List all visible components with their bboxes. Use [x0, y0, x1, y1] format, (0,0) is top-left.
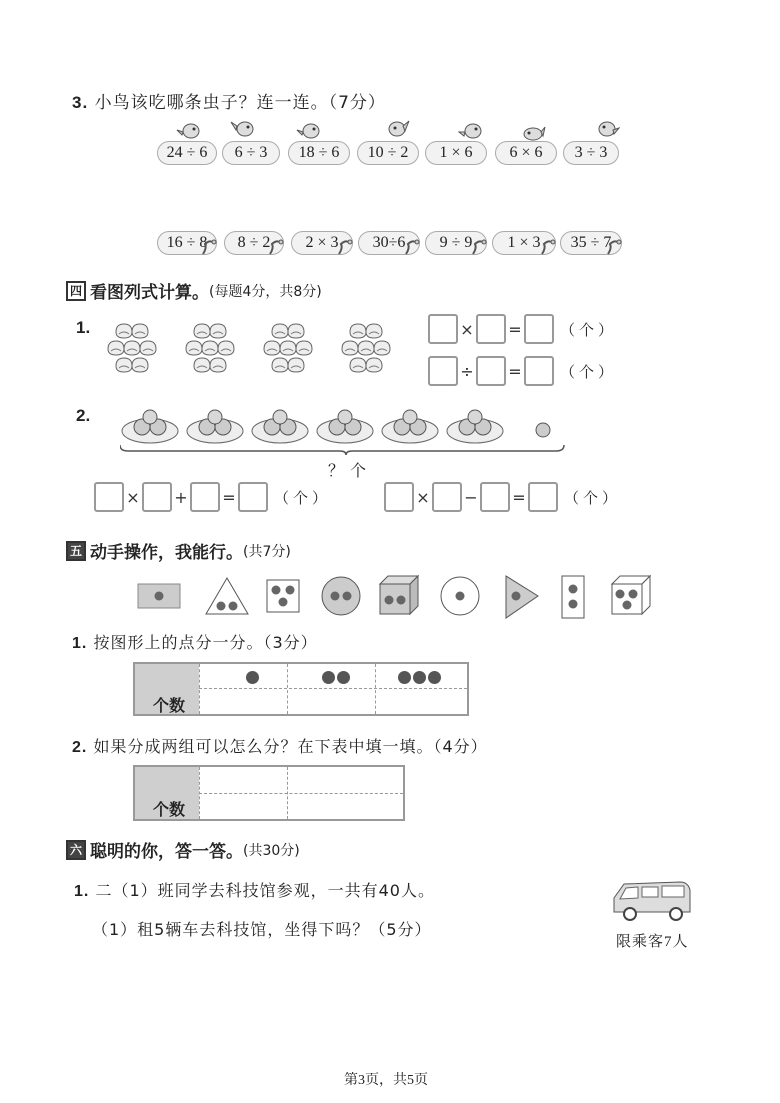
- answer-box[interactable]: [528, 482, 558, 512]
- worm-icon: [268, 238, 284, 256]
- worm-pill[interactable]: 16 ÷ 8: [157, 231, 217, 255]
- bird-pill[interactable]: 1 × 6: [425, 141, 487, 165]
- section-score: (每题4分，共8分): [209, 283, 322, 300]
- operator: =: [222, 487, 236, 507]
- section-6-heading: [66, 837, 300, 862]
- unit-label: （个）: [560, 362, 618, 381]
- section-5-heading: [66, 538, 291, 563]
- equation-row-1: [428, 314, 617, 344]
- answer-box[interactable]: [238, 482, 268, 512]
- section-badge: 四: [66, 281, 86, 301]
- bird-icon: [296, 120, 322, 142]
- operator: =: [512, 487, 526, 507]
- shape-triangle: [206, 578, 248, 614]
- answer-box[interactable]: [94, 482, 124, 512]
- section-title: 动手操作，我能行。: [90, 543, 243, 563]
- section-4-heading: [66, 278, 322, 303]
- worm-icon: [471, 238, 487, 256]
- bird-icon: [594, 118, 620, 140]
- answer-box[interactable]: [524, 314, 554, 344]
- operator: ×: [126, 487, 140, 507]
- section-6-q1-text: [74, 878, 435, 901]
- worm-pill[interactable]: 8 ÷ 2: [224, 231, 284, 255]
- shape-square: [267, 580, 299, 612]
- count-cell[interactable]: [377, 690, 467, 712]
- row-label: 个数: [153, 800, 186, 819]
- worm-pill[interactable]: 1 × 3: [492, 231, 556, 255]
- question-number: 1.: [72, 635, 88, 652]
- answer-box[interactable]: [428, 356, 458, 386]
- worm-icon: [404, 238, 420, 256]
- section-badge: 五: [66, 541, 86, 561]
- section-5-q1-title: [72, 630, 318, 653]
- apple-plates-image: [120, 405, 570, 455]
- operator: −: [464, 487, 478, 507]
- equation-row-2: [428, 356, 617, 386]
- answer-box[interactable]: [432, 482, 462, 512]
- operator: ×: [416, 487, 430, 507]
- count-cell[interactable]: [289, 795, 403, 817]
- shape-rectangle: [138, 584, 180, 608]
- worm-icon: [337, 238, 353, 256]
- page-number: 第3页，共5页: [344, 1073, 428, 1088]
- bird-pill[interactable]: 3 ÷ 3: [563, 141, 619, 165]
- shape-circle: [441, 577, 479, 615]
- dot-group-1: [245, 669, 260, 688]
- operator: ÷: [460, 361, 474, 381]
- brace-label: ？个: [328, 461, 373, 480]
- shape-circle: [322, 577, 360, 615]
- peach-groups-image: [102, 318, 402, 386]
- section-badge: 六: [66, 840, 86, 860]
- worm-pill[interactable]: 30÷6: [358, 231, 420, 255]
- worm-icon: [201, 238, 217, 256]
- operator: =: [508, 361, 522, 381]
- answer-box[interactable]: [476, 356, 506, 386]
- operator: =: [508, 319, 522, 339]
- worm-icon: [540, 238, 556, 256]
- unit-label: （个）: [274, 488, 332, 507]
- operator: ×: [460, 319, 474, 339]
- section-score: (共7分): [243, 543, 291, 560]
- count-cell[interactable]: [289, 690, 373, 712]
- question-number: 1.: [76, 318, 91, 337]
- worm-pill[interactable]: 9 ÷ 9: [425, 231, 487, 255]
- section-title: 看图列式计算。: [90, 283, 209, 303]
- answer-box[interactable]: [428, 314, 458, 344]
- bird-pill[interactable]: 6 × 6: [495, 141, 557, 165]
- operator: +: [174, 487, 188, 507]
- section-title: 聪明的你，答一答。: [90, 842, 243, 862]
- answer-box[interactable]: [190, 482, 220, 512]
- answer-box[interactable]: [142, 482, 172, 512]
- bird-pill[interactable]: 24 ÷ 6: [157, 141, 217, 165]
- answer-box[interactable]: [524, 356, 554, 386]
- bird-icon: [384, 118, 410, 140]
- shape-rectangle: [562, 576, 584, 618]
- shape-cube: [380, 576, 418, 614]
- worm-icon: [606, 238, 622, 256]
- shape-cube: [612, 576, 650, 614]
- answer-box[interactable]: [480, 482, 510, 512]
- shape-triangle: [506, 576, 538, 618]
- answer-box[interactable]: [476, 314, 506, 344]
- bird-pill[interactable]: 10 ÷ 2: [357, 141, 419, 165]
- bird-icon: [520, 122, 546, 144]
- section-score: (共30分): [243, 842, 300, 859]
- group-cell[interactable]: [201, 769, 285, 791]
- question-number: 2.: [72, 739, 88, 756]
- worm-pill[interactable]: 35 ÷ 7: [560, 231, 622, 255]
- count-cell[interactable]: [201, 795, 285, 817]
- question-number: 2.: [76, 406, 91, 425]
- count-cell[interactable]: [201, 690, 285, 712]
- question-number: 1.: [74, 883, 90, 900]
- answer-box[interactable]: [384, 482, 414, 512]
- van-caption: 限乘客7人: [616, 934, 689, 950]
- question-text: 小鸟该吃哪条虫子？连一连。（7分）: [94, 93, 386, 113]
- section-6-q1-sub1: （1）租5辆车去科技馆，坐得下吗？（5分）: [92, 920, 432, 939]
- question-text: 如果分成两组可以怎么分？在下表中填一填。（4分）: [93, 737, 488, 756]
- row-label: 个数: [153, 696, 186, 715]
- worm-pill[interactable]: 2 × 3: [291, 231, 353, 255]
- question-text: 按图形上的点分一分。（3分）: [93, 633, 318, 652]
- equation-row-3: [94, 482, 331, 512]
- dot-group-3: [397, 669, 442, 688]
- section-5-q2-title: [72, 734, 488, 757]
- dot-group-2: [321, 669, 351, 688]
- question-number: 3.: [72, 93, 89, 112]
- van-icon: [610, 878, 694, 924]
- dotted-shapes-row: [130, 572, 670, 622]
- sort-table-1: [133, 662, 469, 716]
- question-text: 二（1）班同学去科技馆参观，一共有40人。: [95, 881, 435, 900]
- unit-label: （个）: [564, 488, 622, 507]
- bird-icon: [458, 120, 484, 142]
- bird-pill[interactable]: 6 ÷ 3: [222, 141, 280, 165]
- bird-icon: [176, 120, 202, 142]
- equation-row-4: [384, 482, 621, 512]
- group-cell[interactable]: [289, 769, 403, 791]
- question-3-title: [72, 88, 386, 113]
- bird-pill[interactable]: 18 ÷ 6: [288, 141, 350, 165]
- unit-label: （个）: [560, 320, 618, 339]
- bird-icon: [230, 118, 256, 140]
- sort-table-2: [133, 765, 405, 821]
